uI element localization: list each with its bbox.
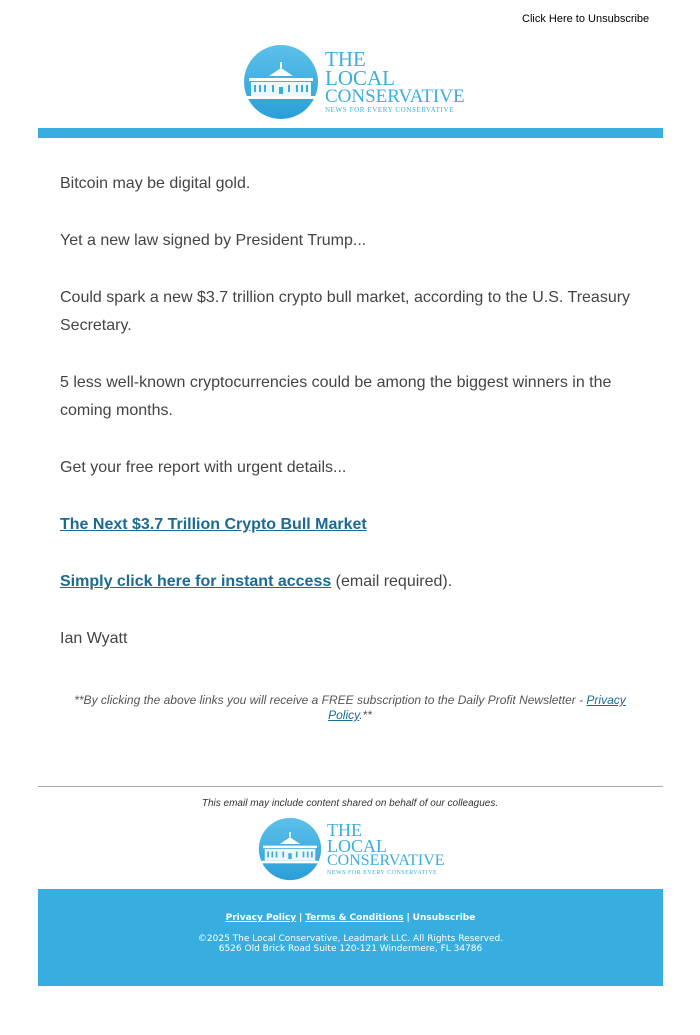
paragraph: Could spark a new $3.7 trillion crypto bull market, according to the U.S. Treasury Secretary. <box>60 289 631 334</box>
footer-unsubscribe-link[interactable]: Unsubscribe <box>412 913 476 923</box>
separator: | <box>299 913 303 923</box>
footer-divider <box>38 786 663 787</box>
disclaimer-suffix: .** <box>359 708 372 722</box>
logo-tagline: NEWS FOR EVERY CONSERVATIVE <box>325 106 455 115</box>
logo-text: LOCAL <box>325 66 395 91</box>
footer-logo <box>258 817 445 881</box>
instant-access-link[interactable]: Simply click here for instant access <box>60 573 332 590</box>
unsubscribe-link[interactable]: Click Here to Unsubscribe <box>522 13 650 25</box>
email-required-note: (email required). <box>331 573 453 590</box>
paragraph: 5 less well-known cryptocurrencies could be among the biggest winners in the coming months. <box>60 374 612 419</box>
white-house-icon <box>258 817 322 881</box>
header-logo[interactable] <box>243 44 465 120</box>
address: 6526 Old Brick Road Suite 120-121 Windermere, FL 34786 <box>218 944 483 954</box>
logo-text: LOCAL <box>327 836 387 857</box>
paragraph: Bitcoin may be digital gold. <box>60 175 251 192</box>
footer-privacy-link[interactable]: Privacy Policy <box>225 913 297 923</box>
logo-text: THE <box>327 819 362 840</box>
logo-text: CONSERVATIVE <box>325 86 465 108</box>
colleagues-note: This email may include content shared on behalf of our colleagues. <box>201 798 499 809</box>
logo-text: CONSERVATIVE <box>327 852 445 870</box>
privacy-policy-link[interactable]: Privacy Policy <box>328 693 626 722</box>
copyright: ©2025 The Local Conservative, Leadmark LLC. All Rights Reserved. <box>197 934 504 944</box>
separator: | <box>406 913 410 923</box>
report-link[interactable]: The Next $3.7 Trillion Crypto Bull Market <box>60 516 367 533</box>
footer <box>38 889 663 986</box>
paragraph: Get your free report with urgent details... <box>60 459 347 476</box>
white-house-icon <box>243 44 319 120</box>
email-body <box>60 170 640 682</box>
footer-terms-link[interactable]: Terms & Conditions <box>305 913 404 923</box>
header-divider <box>38 128 663 138</box>
disclaimer-text: **By clicking the above links you will receive a FREE subscription to the Daily Profit Newsletter - <box>74 693 587 707</box>
signature: Ian Wyatt <box>60 630 128 647</box>
disclaimer <box>70 693 630 723</box>
logo-text: THE <box>325 47 366 72</box>
logo-tagline: NEWS FOR EVERY CONSERVATIVE <box>327 869 438 876</box>
paragraph: Yet a new law signed by President Trump... <box>60 232 367 249</box>
